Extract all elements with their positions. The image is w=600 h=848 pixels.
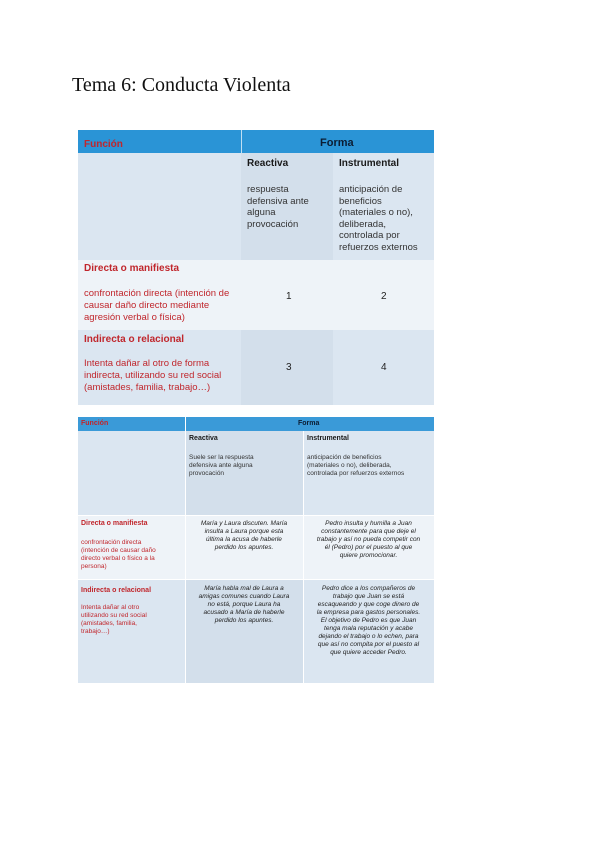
- indirecta2-title: Indirecta o relacional: [81, 587, 152, 594]
- row-directa: [78, 260, 434, 330]
- instrumental-heading: Instrumental: [339, 158, 400, 169]
- page-title: Tema 6: Conducta Violenta: [72, 74, 291, 96]
- table-header: [78, 130, 434, 153]
- directa2-title: Directa o manifiesta: [81, 520, 148, 527]
- header-funcion: Función: [84, 139, 123, 150]
- table2-header: [78, 417, 434, 431]
- indirecta-title: Indirecta o relacional: [84, 334, 185, 345]
- reactiva-description: respuesta defensiva ante alguna provocación: [247, 184, 309, 230]
- reactiva2-heading: Reactiva: [189, 435, 218, 442]
- cell-2: 2: [381, 291, 387, 302]
- example-directa-instrumental: Pedro insulta y humilla a Juan constantemente para que deje el trabajo y así no pueda competir con él (Pedro) por el puesto al que quiere promocionar.: [316, 520, 421, 559]
- header-forma: Forma: [320, 137, 354, 149]
- cell-1: 1: [286, 291, 292, 302]
- indirecta-description: Intenta dañar al otro de forma indirecta, utilizando su red social (amistades, familia, trabajo…): [84, 358, 222, 393]
- row-indirecta: [78, 330, 434, 405]
- header2-funcion: Función: [81, 420, 109, 427]
- instrumental-description: anticipación de beneficios (materiales o no), deliberada, controlada por refuerzos externos: [339, 184, 418, 253]
- example-directa-reactiva: María y Laura discuten. María insulta a Laura porque esta última la acusa de haberle perdido los apuntes.: [200, 520, 288, 551]
- instrumental2-heading: Instrumental: [307, 435, 350, 442]
- reactiva2-description: Suele ser la respuesta defensiva ante alguna provocación: [189, 454, 254, 477]
- directa-description: confrontación directa (intención de causar daño directo mediante agresión verbal o física): [84, 288, 230, 323]
- examples-table: [78, 417, 434, 683]
- header2-forma: Forma: [298, 420, 320, 427]
- cell-3: 3: [286, 362, 292, 373]
- example-indirecta-reactiva: María habla mal de Laura a amigas comunes cuando Laura no está, porque Laura ha acusado a María de haberle perdido los apuntes.: [198, 585, 290, 624]
- directa2-description: confrontación directa (intención de causar daño directo verbal o físico a la persona): [81, 539, 156, 570]
- directa-title: Directa o manifiesta: [84, 263, 180, 274]
- classification-table: [78, 130, 434, 405]
- reactiva-heading: Reactiva: [247, 158, 289, 169]
- indirecta2-description: Intenta dañar al otro utilizando su red social (amistades, familia, trabajo…): [81, 604, 147, 635]
- subheader-row: [78, 153, 434, 260]
- instrumental2-description: anticipación de beneficios (materiales o no), deliberada, controlada por refuerzos externos: [307, 454, 405, 477]
- example-indirecta-instrumental: Pedro dice a los compañeros de trabajo que Juan se está escaqueando y que coge dinero de la empresa para gastos personales. El objetivo de Pedro es que Juan tenga mala reputación y acabe dejando el trabajo o lo echen, para que así no compita por el puesto al que quiere acceder Pedro.: [316, 585, 421, 656]
- cell-4: 4: [381, 362, 387, 373]
